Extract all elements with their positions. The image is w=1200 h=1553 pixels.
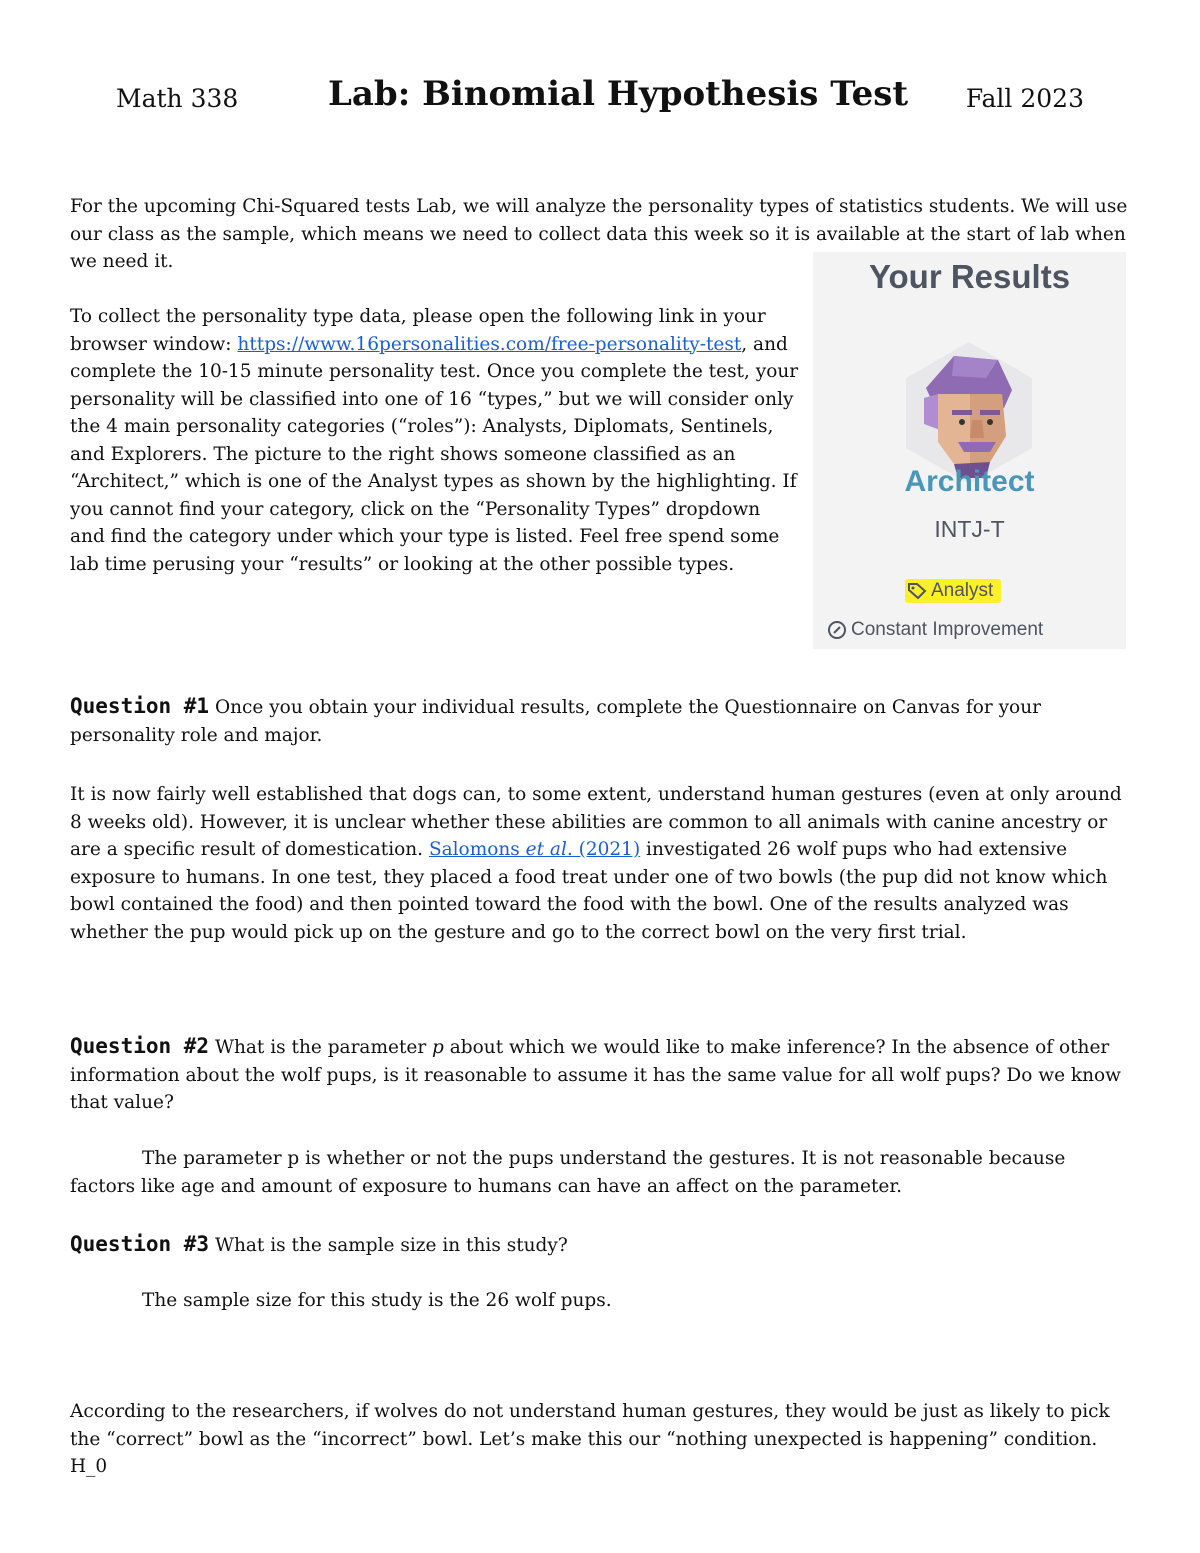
page-header — [70, 74, 1130, 124]
collect-data-paragraph — [70, 303, 800, 578]
question-1 — [70, 693, 1132, 749]
personality-type-code: INTJ-T — [934, 516, 1005, 542]
tag-icon — [907, 582, 927, 600]
term-label: Fall 2023 — [965, 84, 1084, 113]
question-3-label: Question #3 — [70, 1232, 210, 1256]
parameter-p: p — [432, 1037, 444, 1058]
wolf-text-start: It is now fairly well established that dogs can, to some extent, understand human gestures (even at only around 8 weeks old). However, it is unclear whether these abilities are common to all animals with canine ancestry or are a specific result of domestication. — [70, 784, 1122, 860]
question-2-label: Question #2 — [70, 1034, 210, 1058]
question-1-text: Once you obtain your individual results, complete the Questionnaire on Canvas for your personality role and major. — [70, 697, 1041, 746]
wolf-study-paragraph — [70, 781, 1132, 946]
null-hypothesis-paragraph: According to the researchers, if wolves do not understand human gestures, they would be just as likely to pick the “correct” bowl as the “incorrect” bowl. Let’s make this our “nothing unexpected is happening” condition. H_0 — [70, 1401, 1110, 1477]
question-2: Question #2 What is the parameter p about which we would like to make inference? In the absence of other information about the wolf pups, is it reasonable to assume it has the same value for all wolf pups? Do we know that value? — [70, 1034, 1122, 1113]
collect-text-start: To collect the personality type data, please open the following link in your browser window: — [70, 306, 766, 355]
salomons-citation-link[interactable]: Salomons et al. (2021) — [428, 839, 641, 860]
compass-icon — [827, 620, 847, 640]
question-3-answer: The sample size for this study is the 26 wolf pups. — [142, 1290, 612, 1311]
lab-title: Lab: Binomial Hypothesis Test — [328, 74, 909, 114]
intro-paragraph: For the upcoming Chi-Squared tests Lab, we will analyze the personality types of statistics students. We will use our class as the sample, which means we need to collect data this week so it is available at the start of lab when we need it. — [70, 196, 1128, 272]
category-label: Analyst — [931, 580, 994, 601]
personality-role: Architect — [904, 465, 1035, 498]
strategy-label-row — [827, 619, 1043, 641]
results-title: Your Results — [868, 258, 1071, 295]
question-1-label: Question #1 — [70, 694, 210, 718]
question-3 — [70, 1231, 1132, 1260]
strategy-label: Constant Improvement — [851, 619, 1044, 640]
personality-category-badge — [905, 579, 1001, 603]
collect-text-end: , and complete the 10-15 minute personality test. Once you complete the test, your personality will be classified into one of 16 “types,” but we will consider only the 4 main personality categories (“roles”): Analysts, Diplomats, Sentinels, and Explorers. The picture to the right shows someone classified as an “Architect,” which is one of the Analyst types as shown by the highlighting. If you cannot find your category, click on the “Personality Types” dropdown and find the category under which your type is listed. Feel free spend some lab time perusing your “results” or looking at the other possible types. — [70, 333, 799, 575]
question-3-text: What is the sample size in this study? — [209, 1235, 568, 1256]
personality-test-link[interactable]: https://www.16personalities.com/free-personality-test — [237, 333, 742, 355]
wolf-text-end: investigated 26 wolf pups who had extensive exposure to humans. In one test, they placed a food treat under one of two bowls (the pup did not know which bowl contained the food) and then pointed toward the food with the bowl. One of the results analyzed was whether the pup would pick up on the gesture and go to the correct bowl on the very first trial. — [70, 839, 1108, 943]
question-2-answer: The parameter p is whether or not the pups understand the gestures. It is not reasonable because factors like age and amount of exposure to humans can have an affect on the parameter. — [70, 1148, 1066, 1197]
results-card-image — [813, 252, 1126, 649]
course-name: Math 338 — [116, 84, 239, 113]
